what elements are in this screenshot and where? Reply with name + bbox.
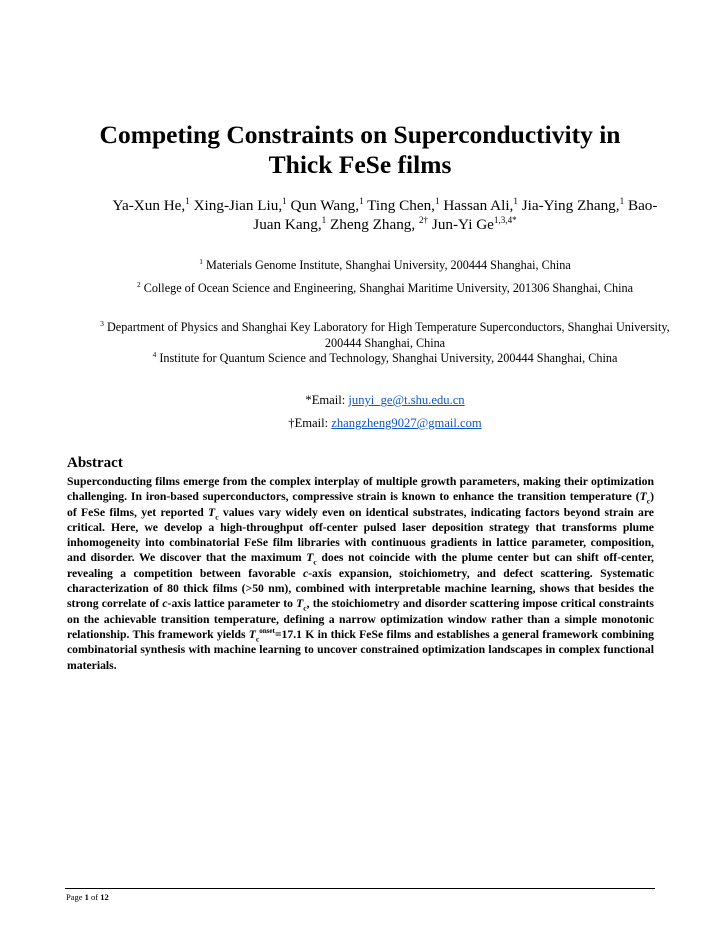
- author: Jia-Ying Zhang,$^1$: [521, 195, 625, 214]
- total-pages: 12: [100, 892, 109, 902]
- author: Zheng Zhang, $^{2\dagger}$: [330, 214, 429, 233]
- title-line-1: Competing Constraints on Superconductivity in: [99, 120, 621, 149]
- abstract-body: Superconducting films emerge from the complex interplay of multiple growth parameters, making their optimization challenging. In iron-based superconductors, compressive strain is known to enhance the transition temperature $(T_c)$ of FeSe films, yet reported $T_c$ values vary widely even on identical substrates, indicating factors beyond strain are critical. Here, we develop a high-throughput off-center pulsed laser deposition strategy that transforms plume inhomogeneity into combinatorial FeSe film libraries with continuous gradients in lattice parameter, composition, and disorder. We discover that the maximum $T_c$ does not coincide with the plume center but can shift off-center, revealing a competition between favorable c-axis expansion, stoichiometry, and defect scattering. Systematic characterization of 80 thick films (>50 nm), combined with interpretable machine learning, shows that besides the strong correlate of c-axis lattice parameter to $T_c$, the stoichiometry and disorder scattering impose critical constraints on the achievable transition temperature, defining a narrow optimization window rather than a simple monotonic relationship. This framework yields $T_c^{onset}=17.1$ K in thick FeSe films and establishes a general framework combining combinatorial synthesis with machine learning to uncover constrained optimization landscapes in complex functional materials.: [67, 475, 654, 672]
- author: Qun Wang,$^1$: [290, 195, 364, 214]
- author: Jun-Yi $Ge^{1,3,4*}$: [431, 214, 517, 233]
- email-line-2: †Email: zhangzheng9027@gmail.com: [288, 416, 482, 430]
- email-line-1: *Email: junyi_ge@t.shu.edu.cn: [305, 393, 465, 407]
- current-page: 1: [84, 892, 89, 902]
- affiliation-1: $^1$ Materials Genome Institute, Shanghai University, 200444 Shanghai, China: [199, 256, 571, 272]
- title-line-2: Thick FeSe films: [268, 150, 452, 179]
- author-list: [100, 196, 670, 234]
- footer-divider: [65, 888, 655, 889]
- author: Ya-Xun He,$^1$: [112, 195, 190, 214]
- paper-title: [60, 120, 660, 180]
- author: Ting Chen,$^1$: [367, 195, 440, 214]
- affiliation-4: $^4$ Institute for Quantum Science and Technology, Shanghai University, 200444 Shanghai, China: [152, 349, 618, 365]
- author: Hassan Ali,$^1$: [443, 195, 518, 214]
- abstract-heading: Abstract: [67, 455, 123, 471]
- email-link-2[interactable]: zhangzheng9027@gmail.com: [331, 416, 482, 430]
- affiliation-2: $^2$ College of Ocean Science and Engineering, Shanghai Maritime University, 201306 Shanghai, China: [137, 279, 633, 295]
- author: Bao-Juan Kang,$^1$: [253, 197, 658, 233]
- email-link-1[interactable]: junyi_ge@t.shu.edu.cn: [348, 393, 465, 407]
- author: Xing-Jian Liu,$^1$: [193, 195, 287, 214]
- affiliation-3: $^3$ Department of Physics and Shanghai Key Laboratory for High Temperature Superconductors, Shanghai University, 200444 Shanghai, China: [100, 318, 670, 350]
- page-footer: Page 1 of 12: [66, 892, 109, 902]
